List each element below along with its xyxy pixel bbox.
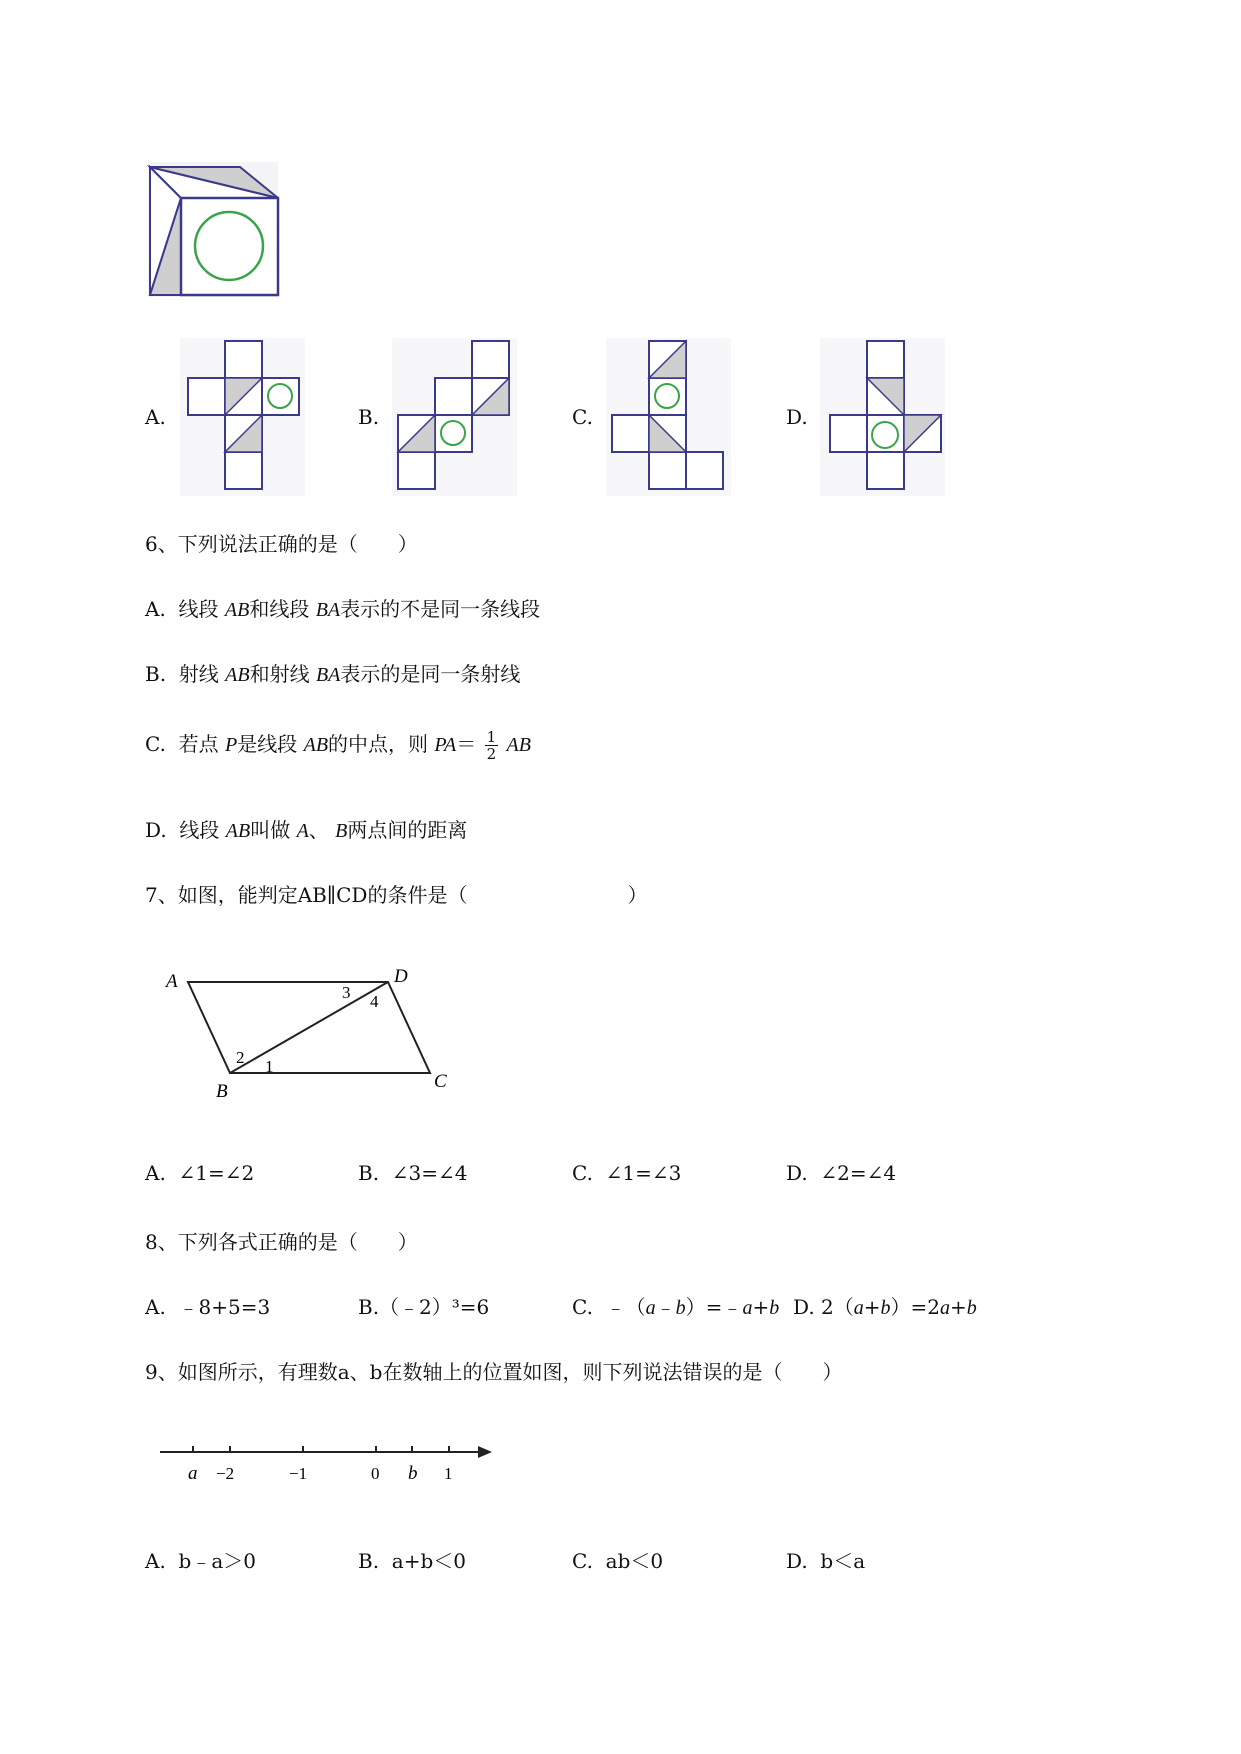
q9-option-c: C. ab＜0 [572,1549,664,1573]
q7-option-d: D. ∠2=∠4 [786,1161,897,1185]
angle-4-label: 4 [370,992,379,1011]
vertex-a-label: A [166,971,178,992]
fraction-one-half: $\frac{1}{2}$ [486,728,497,763]
q6-option-d: D. 线段 AB叫做 A、 B两点间的距离 [145,818,468,842]
net-option-d-figure [820,338,945,496]
axis-label-minus-2: −2 [216,1464,235,1483]
q6-option-c: C. 若点 P是线段 AB的中点，则 PA＝ $\frac{1}{2}$ AB [145,728,531,763]
q7-option-b: B. ∠3=∠4 [358,1161,468,1185]
net-option-b-figure [392,338,517,496]
net-option-d-label: D. [786,405,808,429]
q8-option-b: B.（﹣2）³=6 [358,1295,490,1319]
q8-stem: 8、下列各式正确的是（ ） [145,1230,418,1254]
cube-figure [148,162,278,297]
axis-label-a: a [188,1463,198,1484]
axis-label-zero: 0 [371,1464,380,1483]
angle-3-label: 3 [342,983,351,1002]
vertex-c-label: C [434,1071,447,1092]
q7-option-c: C. ∠1=∠3 [572,1161,682,1185]
net-option-c-figure [606,338,731,496]
axis-label-b: b [408,1463,418,1484]
q9-option-d: D. b＜a [786,1549,866,1573]
net-option-a-figure [180,338,305,496]
q6-option-b: B. 射线 AB和射线 BA表示的是同一条射线 [145,662,521,686]
vertex-b-label: B [216,1081,228,1102]
q9-option-a: A. b﹣a＞0 [145,1549,256,1573]
axis-label-minus-1: −1 [289,1464,308,1483]
q8-option-c: C. ﹣（a﹣b）=﹣a+b [572,1295,780,1319]
angle-1-label: 1 [265,1057,274,1076]
q7-option-a: A. ∠1=∠2 [145,1161,255,1185]
q9-option-b: B. a+b＜0 [358,1549,466,1573]
q8-option-a: A. ﹣8+5=3 [145,1295,271,1319]
q9-stem: 9、如图所示，有理数a、b在数轴上的位置如图，则下列说法错误的是（ ） [145,1360,843,1384]
parallelogram-figure [160,960,460,1100]
q8-option-d: D. 2（a+b）=2a+b [793,1295,977,1319]
net-option-b-label: B. [358,405,380,429]
q6-stem: 6、下列说法正确的是（ ） [145,532,418,556]
net-option-a-label: A. [145,405,166,429]
q7-stem: 7、如图，能判定AB∥CD的条件是（ ） [145,883,648,907]
net-option-c-label: C. [572,405,593,429]
number-line-figure [158,1437,498,1497]
q6-option-a: A. 线段 AB和线段 BA表示的不是同一条线段 [145,597,541,621]
angle-2-label: 2 [236,1048,245,1067]
axis-label-one: 1 [444,1464,453,1483]
vertex-d-label: D [394,966,408,987]
